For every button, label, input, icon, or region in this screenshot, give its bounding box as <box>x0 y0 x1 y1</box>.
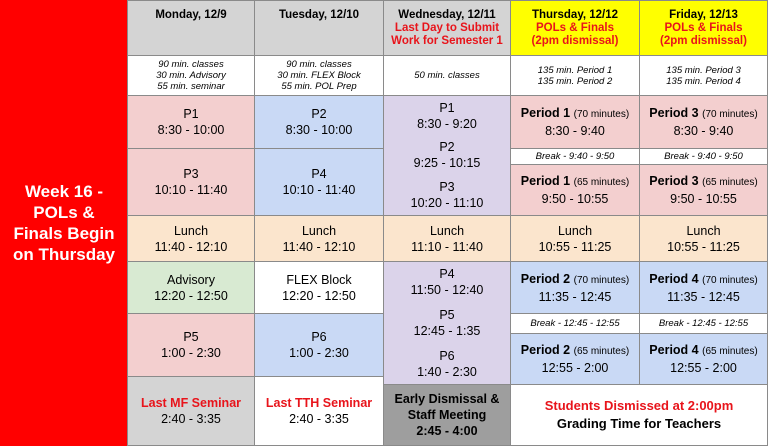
monday-last-seminar: Last MF Seminar 2:40 - 3:35 <box>127 376 255 446</box>
wednesday-p4: P4 11:50 - 12:40 <box>410 267 484 298</box>
friday-break-1: Break - 9:40 - 9:50 <box>639 148 768 165</box>
friday-period4-a: Period 4 (70 minutes) 11:35 - 12:45 <box>639 261 768 314</box>
note-tuesday: 90 min. classes 30 min. FLEX Block 55 min. POL Prep <box>254 55 384 96</box>
header-thursday: Thursday, 12/12 POLs & Finals (2pm dismissal) <box>510 0 640 56</box>
header-friday: Friday, 12/13 POLs & Finals (2pm dismissal) <box>639 0 768 56</box>
header-wednesday: Wednesday, 12/11 Last Day to Submit Work for Semester 1 <box>383 0 511 56</box>
wednesday-afternoon-periods <box>383 261 511 385</box>
wednesday-lunch: Lunch 11:10 - 11:40 <box>383 215 511 262</box>
monday-block-p3: P3 10:10 - 11:40 <box>127 148 255 216</box>
wednesday-deadline-note: Last Day to Submit <box>394 22 500 34</box>
tuesday-last-seminar: Last TTH Seminar 2:40 - 3:35 <box>254 376 384 446</box>
thursday-lunch: Lunch 10:55 - 11:25 <box>510 215 640 262</box>
header-tuesday: Tuesday, 12/10 <box>254 0 384 56</box>
monday-advisory: Advisory 12:20 - 12:50 <box>127 261 255 314</box>
dismissal-time: Students Dismissed at 2:00pm <box>544 398 734 413</box>
tuesday-block-p2: P2 8:30 - 10:00 <box>254 95 384 149</box>
tuesday-flex-block: FLEX Block 12:20 - 12:50 <box>254 261 384 314</box>
monday-block-p1: P1 8:30 - 10:00 <box>127 95 255 149</box>
note-friday: 135 min. Period 3 135 min. Period 4 <box>639 55 768 96</box>
thursday-break-2: Break - 12:45 - 12:55 <box>510 313 640 334</box>
monday-lunch: Lunch 11:40 - 12:10 <box>127 215 255 262</box>
wednesday-deadline-note-2: Work for Semester 1 <box>391 35 503 47</box>
friday-period3-a: Period 3 (70 minutes) 8:30 - 9:40 <box>639 95 768 149</box>
wednesday-staff-meeting: Early Dismissal & Staff Meeting 2:45 - 4:00 <box>383 384 511 446</box>
tuesday-block-p4: P4 10:10 - 11:40 <box>254 148 384 216</box>
wednesday-p3: P3 10:20 - 11:10 <box>410 180 484 211</box>
friday-break-2: Break - 12:45 - 12:55 <box>639 313 768 334</box>
tuesday-lunch: Lunch 11:40 - 12:10 <box>254 215 384 262</box>
dismissal-notice <box>510 384 768 446</box>
wednesday-morning-periods <box>383 95 511 216</box>
thursday-period1-a: Period 1 (70 minutes) 8:30 - 9:40 <box>510 95 640 149</box>
week-label: Week 16 - POLs & Finals Begin on Thursday <box>0 0 128 446</box>
thursday-break-1: Break - 9:40 - 9:50 <box>510 148 640 165</box>
wednesday-p6: P6 1:40 - 2:30 <box>417 348 477 379</box>
wednesday-p1: P1 8:30 - 9:20 <box>417 100 477 131</box>
friday-lunch: Lunch 10:55 - 11:25 <box>639 215 768 262</box>
monday-block-p5: P5 1:00 - 2:30 <box>127 313 255 377</box>
friday-period3-b: Period 3 (65 minutes) 9:50 - 10:55 <box>639 164 768 216</box>
note-wednesday: 50 min. classes <box>383 55 511 96</box>
wednesday-p2: P2 9:25 - 10:15 <box>413 140 481 171</box>
grading-time: Grading Time for Teachers <box>556 416 722 431</box>
thursday-period2-b: Period 2 (65 minutes) 12:55 - 2:00 <box>510 333 640 385</box>
header-monday: Monday, 12/9 <box>127 0 255 56</box>
thursday-period1-b: Period 1 (65 minutes) 9:50 - 10:55 <box>510 164 640 216</box>
note-thursday: 135 min. Period 1 135 min. Period 2 <box>510 55 640 96</box>
thursday-period2-a: Period 2 (70 minutes) 11:35 - 12:45 <box>510 261 640 314</box>
tuesday-block-p6: P6 1:00 - 2:30 <box>254 313 384 377</box>
wednesday-p5: P5 12:45 - 1:35 <box>413 307 481 338</box>
friday-period4-b: Period 4 (65 minutes) 12:55 - 2:00 <box>639 333 768 385</box>
note-monday: 90 min. classes 30 min. Advisory 55 min. seminar <box>127 55 255 96</box>
